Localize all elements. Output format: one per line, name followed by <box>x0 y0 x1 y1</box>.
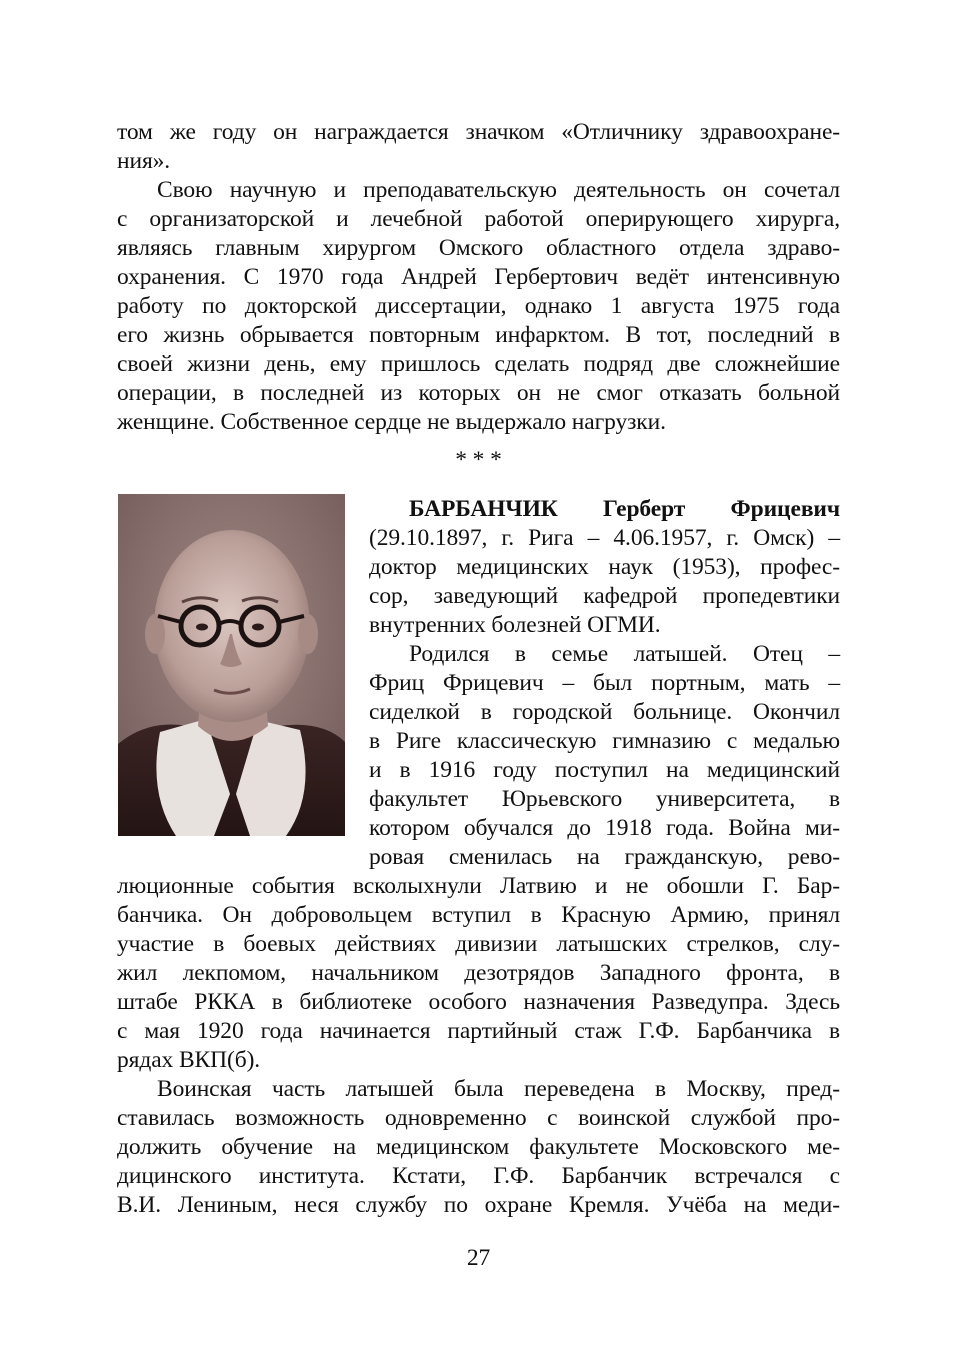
text-line: том же году он награждается значком «Отличнику здравоохране- <box>117 119 840 145</box>
text-line: работу по докторской диссертации, однако 1 августа 1975 года <box>117 293 840 319</box>
text-line: Свою научную и преподавательскую деятельность он сочетал <box>157 177 840 203</box>
text-line: жил лекпомом, начальником дезотрядов Западного фронта, в <box>117 960 840 986</box>
text-line: с организаторской и лечебной работой оперирующего хирурга, <box>117 206 840 232</box>
text-line: штабе РККА в библиотеке особого назначения Разведупра. Здесь <box>117 989 840 1015</box>
text-line: рядах ВКП(б). <box>117 1047 261 1073</box>
text-line: дицинского института. Кстати, Г.Ф. Барбанчик встречался с <box>117 1163 840 1189</box>
portrait-image <box>118 494 345 836</box>
text-line: Родился в семье латышей. Отец – <box>409 641 840 667</box>
text-line: доктор медицинских наук (1953), профес- <box>369 554 840 580</box>
text-line: ставилась возможность одновременно с воинской службой про- <box>117 1105 840 1131</box>
text-line: банчика. Он добровольцем вступил в Красную Армию, принял <box>117 902 840 928</box>
text-line: внутренних болезней ОГМИ. <box>369 612 661 638</box>
text-line: В.И. Лениным, неся службу по охране Кремля. Учёба на меди- <box>117 1192 840 1218</box>
text-line: сиделкой в городской больнице. Окончил <box>369 699 840 725</box>
text-line: участие в боевых действиях дивизии латышских стрелков, слу- <box>117 931 840 957</box>
text-line: (29.10.1897, г. Рига – 4.06.1957, г. Омск) – <box>369 525 840 551</box>
text-line: ровая сменилась на гражданскую, рево- <box>369 844 840 870</box>
text-line: должить обучение на медицинском факультете Московского ме- <box>117 1134 840 1160</box>
text-line: люционные события всколыхнули Латвию и не обошли Г. Бар- <box>117 873 840 899</box>
text-line: с мая 1920 года начинается партийный стаж Г.Ф. Барбанчика в <box>117 1018 840 1044</box>
text-line: сор, заведующий кафедрой пропедевтики <box>369 583 840 609</box>
text-line: факультет Юрьевского университета, в <box>369 786 840 812</box>
portrait-photo <box>118 494 345 836</box>
text-line: и в 1916 году поступил на медицинский <box>369 757 840 783</box>
text-line: женщине. Собственное сердце не выдержало нагрузки. <box>117 409 666 435</box>
text-line: в Риге классическую гимназию с медалью <box>369 728 840 754</box>
entry-name-text: БАРБАНЧИК Герберт Фрицевич <box>409 496 840 522</box>
text-line: операции, в последней из которых он не смог отказать больной <box>117 380 840 406</box>
text-line: Фриц Фрицевич – был портным, мать – <box>369 670 840 696</box>
text-line: своей жизни день, ему пришлось сделать подряд две сложнейшие <box>117 351 840 377</box>
page-number: 27 <box>466 1245 491 1271</box>
section-separator: * * * <box>455 447 502 473</box>
text-line: являясь главным хирургом Омского областного отдела здраво- <box>117 235 840 261</box>
text-line: охранения. С 1970 года Андрей Гербертович ведёт интенсивную <box>117 264 840 290</box>
text-line: Воинская часть латышей была переведена в Москву, пред- <box>157 1076 840 1102</box>
text-line: его жизнь обрывается повторным инфарктом. В тот, последний в <box>117 322 840 348</box>
text-line: котором обучался до 1918 года. Война ми- <box>369 815 840 841</box>
text-line: ния». <box>117 148 171 174</box>
entry-name <box>409 495 840 524</box>
